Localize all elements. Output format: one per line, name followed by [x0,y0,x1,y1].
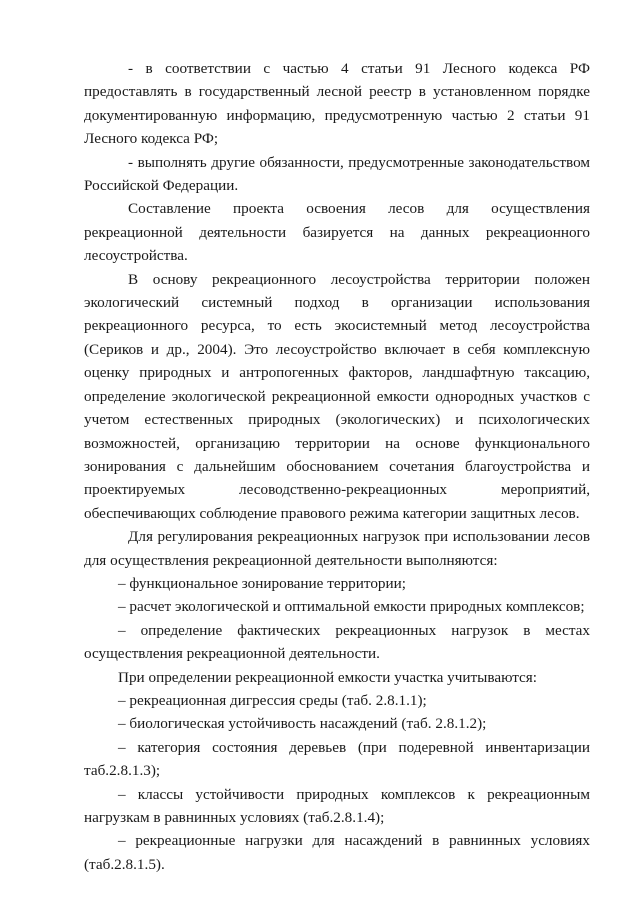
list-item-nagruzki: – рекреационные нагрузки для насаждений в равнинных условиях (таб.2.8.1.5). [84,832,590,873]
list-item-zonirovanie: – функциональное зонирование территории; [118,574,406,592]
paragraph-sostavlenie: Составление проекта освоения лесов для осуществления рекреационной деятельности базируется на данных рекреационного лесоустройства. [84,200,590,265]
paragraph-regulirovanie: Для регулирования рекреационных нагрузок при использовании лесов для осуществления рекреационной деятельности выполняются: [84,528,590,569]
list-item-ustoychivost: – биологическая устойчивость насаждений (таб. 2.8.1.2); [118,715,487,733]
paragraph-osnova: В основу рекреационного лесоустройства территории положен экологический системный подход в организации использования рекреационного ресурса, то есть экосистемный метод лесоустройства (Сериков и др., 2004). Это лесоустройство включает в себя комплексную оценку природных и антропогенных факторов, ландшафтную таксацию, определение экологической рекреационной емкости однородных участков с учетом естественных природных (экологических) и психологических возможностей, организацию территории на основе функционального зонирования с дальнейшим обоснованием сочетания благоустройства и проектируемых лесоводственно-рекреационных мероприятий, обеспечивающих соблюдение правового режима категории защитных лесов. [84,270,590,522]
list-item-kategoriya: – категория состояния деревьев (при подеревной инвентаризации таб.2.8.1.3); [84,738,590,780]
list-item-digressiya: – рекреационная дигрессия среды (таб. 2.8.1.1); [118,691,427,709]
paragraph-obyazannosti: - выполнять другие обязанности, предусмотренные законодательством Российской Федерации. [84,153,590,195]
list-item-opredelenie: – определение фактических рекреационных нагрузок в местах осуществления рекреационной деятельности. [84,621,590,663]
document-page [84,57,590,876]
paragraph-reestr: - в соответствии с частью 4 статьи 91 Лесного кодекса РФ предоставлять в государственный лесной реестр в установленном порядке документированную информацию, предусмотренную частью 2 статьи 91 Лесного кодекса РФ; [84,60,590,148]
paragraph-emkost: При определении рекреационной емкости участка учитываются: [118,668,538,686]
list-item-raschet: – расчет экологической и оптимальной емкости природных комплексов; [118,598,585,616]
list-item-klassy: – классы устойчивости природных комплексов к рекреационным нагрузкам в равнинных условиях (таб.2.8.1.4); [84,785,590,826]
